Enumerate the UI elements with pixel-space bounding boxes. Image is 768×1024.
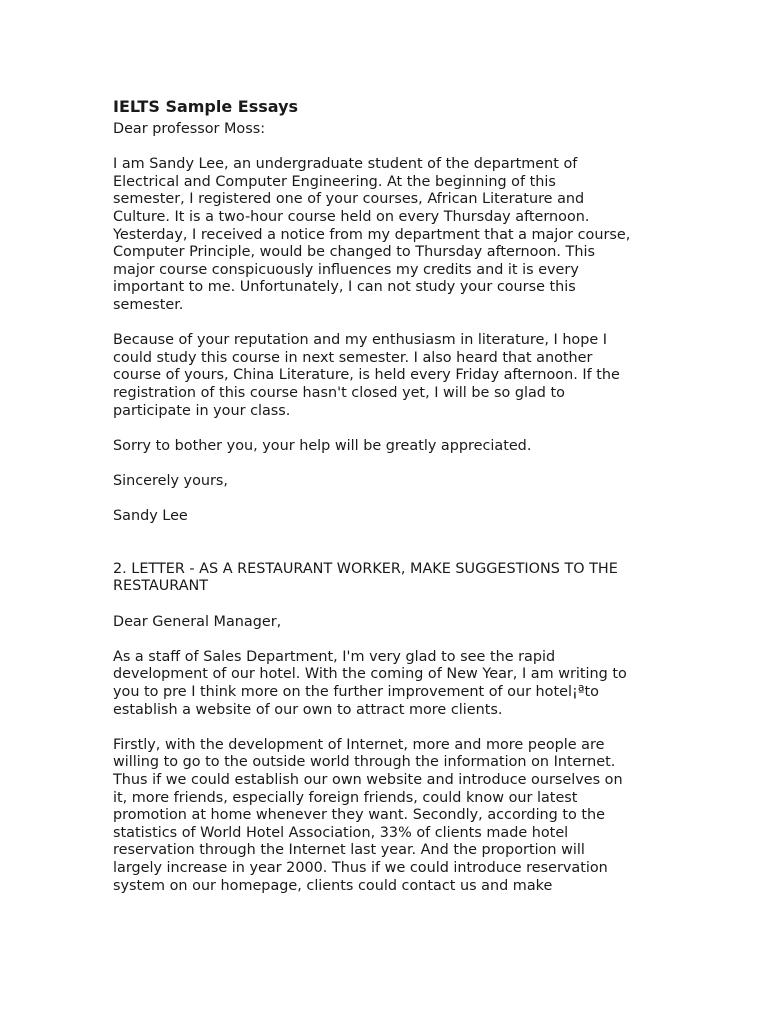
salutation-moss: Dear professor Moss: [113,121,266,137]
paragraph-staff: As a staff of Sales Department, I'm very glad to see the rapid development of our hotel. With the coming of New Year, I am writing to you to pre I think more on the further improvement of our hotel¡ªto establish a website of our own to attract more clients. [113,648,627,718]
document-title: IELTS Sample Essays [113,97,299,116]
paragraph-thanks: Sorry to bother you, your help will be greatly appreciated. [113,437,532,454]
closing: Sincerely yours, [113,472,228,489]
paragraph-request: Because of your reputation and my enthusiasm in literature, I hope I could study this course in next semester. I also heard that another course of yours, China Literature, is held every Friday afternoon. If the registration of this course hasn't closed yet, I will be so glad to participate in your class. [113,332,620,419]
paragraph-intro: I am Sandy Lee, an undergraduate student of the department of Electrical and Computer Engineering. At the beginning of this semester, I registered one of your courses, African Literature and Culture. It is a two-hour course held on every Thursday afternoon. Yesterday, I received a notice from my department that a major course, Computer Principle, would be changed to Thursday afternoon. This major course conspicuously influences my credits and it is every important to me. Unfortunately, I can not study your course this semester. [113,156,631,313]
salutation-manager: Dear General Manager, [113,613,282,630]
section-heading: 2. LETTER - AS A RESTAURANT WORKER, MAKE SUGGESTIONS TO THE RESTAURANT [113,560,618,595]
signature-name: Sandy Lee [113,508,188,525]
paragraph-firstly: Firstly, with the development of Internet, more and more people are willing to go to the outside world through the information on Internet. Thus if we could establish our own website and introduce ourselves on it, more friends, especially foreign friends, could know our latest promotion at home whenever they want. Secondly, according to the statistics of World Hotel Association, 33% of clients made hotel reservation through the Internet last year. And the proportion will largely increase in year 2000. Thus if we could introduce reservation system on our homepage, clients could contact us and make [113,736,623,894]
document-page [113,97,673,913]
